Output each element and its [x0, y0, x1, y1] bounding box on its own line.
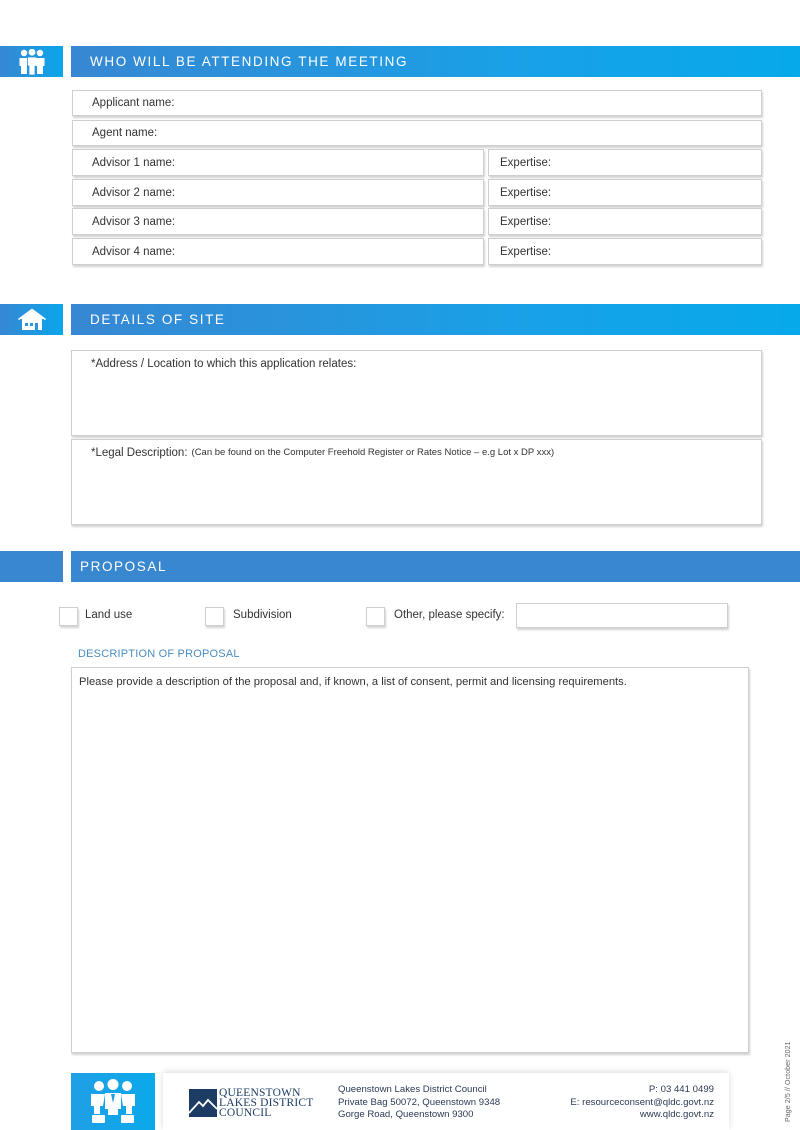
section-title: PROPOSAL	[80, 559, 168, 574]
site-section-icon-block	[0, 304, 63, 335]
subdivision-checkbox[interactable]	[205, 607, 224, 626]
attendees-section-header	[71, 46, 800, 77]
field-label: Expertise:	[500, 215, 552, 228]
address-line-1: Queenstown Lakes District Council	[338, 1084, 487, 1095]
land-use-checkbox[interactable]	[59, 607, 78, 626]
advisor-3-name-field[interactable]	[72, 208, 484, 235]
field-label: Advisor 3 name:	[92, 215, 176, 228]
description-heading: DESCRIPTION OF PROPOSAL	[78, 648, 240, 660]
description-prompt: Please provide a description of the proposal and, if known, a list of consent, permit and licensing requirements.	[79, 676, 627, 688]
footer-icon-block	[71, 1073, 155, 1130]
attendees-section-icon-block	[0, 46, 63, 77]
field-label: Advisor 1 name:	[92, 156, 176, 169]
field-hint: (Can be found on the Computer Freehold Register or Rates Notice – e.g Lot x DP xxx)	[191, 447, 555, 458]
agent-name-field[interactable]	[72, 120, 762, 146]
advisor-2-expertise-field[interactable]	[488, 179, 762, 206]
field-label: Expertise:	[500, 186, 552, 199]
contact-phone: P: 03 441 0499	[648, 1084, 714, 1095]
subdivision-label: Subdivision	[233, 609, 292, 621]
other-checkbox[interactable]	[366, 607, 385, 626]
field-label: *Address / Location to which this application relates:	[91, 358, 357, 370]
logo-line-1: QUEENSTOWN	[219, 1087, 301, 1099]
description-of-proposal-textarea[interactable]	[71, 667, 749, 1053]
advisor-1-name-field[interactable]	[72, 149, 484, 176]
legal-description-field[interactable]	[71, 439, 762, 525]
contact-email[interactable]: E: resourceconsent@qldc.govt.nz	[570, 1096, 714, 1108]
logo-line-3: COUNCIL	[219, 1107, 272, 1119]
footer-card	[163, 1073, 729, 1130]
address-line-3: Gorge Road, Queenstown 9300	[338, 1109, 474, 1120]
other-specify-input[interactable]	[516, 603, 728, 628]
address-line-2: Private Bag 50072, Queenstown 9348	[338, 1096, 501, 1108]
logo-line-2: LAKES DISTRICT	[219, 1097, 314, 1109]
council-logo	[189, 1088, 313, 1118]
field-label: Applicant name:	[92, 97, 175, 109]
other-label: Other, please specify:	[394, 609, 505, 621]
advisor-2-name-field[interactable]	[72, 179, 484, 206]
applicant-name-field[interactable]	[72, 90, 762, 116]
land-use-label: Land use	[85, 609, 133, 621]
advisor-4-name-field[interactable]	[72, 238, 484, 265]
footer-address	[338, 1084, 500, 1122]
field-label: Advisor 4 name:	[92, 245, 176, 258]
page-number-note: Page 2/5 // October 2021	[785, 1041, 792, 1122]
house-icon	[17, 308, 47, 332]
footer-contact	[570, 1084, 714, 1122]
field-label: Expertise:	[500, 156, 552, 169]
field-label: Expertise:	[500, 245, 552, 258]
address-location-field[interactable]	[71, 350, 762, 436]
contact-website[interactable]: www.qldc.govt.nz	[639, 1109, 714, 1120]
field-label: Agent name:	[92, 127, 158, 139]
mountain-logo-icon	[189, 1089, 217, 1117]
section-title: DETAILS OF SITE	[90, 312, 226, 327]
proposal-section-icon-block	[0, 551, 63, 582]
site-section-header	[71, 304, 800, 335]
section-title: WHO WILL BE ATTENDING THE MEETING	[90, 54, 409, 69]
advisor-1-expertise-field[interactable]	[488, 149, 762, 176]
advisor-3-expertise-field[interactable]	[488, 208, 762, 235]
logo-wordmark	[219, 1088, 313, 1118]
field-label: *Legal Description:	[91, 447, 188, 459]
people-group-icon	[17, 49, 47, 75]
meeting-people-icon	[89, 1079, 137, 1125]
proposal-section-header	[71, 551, 800, 582]
field-label: Advisor 2 name:	[92, 186, 176, 199]
advisor-4-expertise-field[interactable]	[488, 238, 762, 265]
